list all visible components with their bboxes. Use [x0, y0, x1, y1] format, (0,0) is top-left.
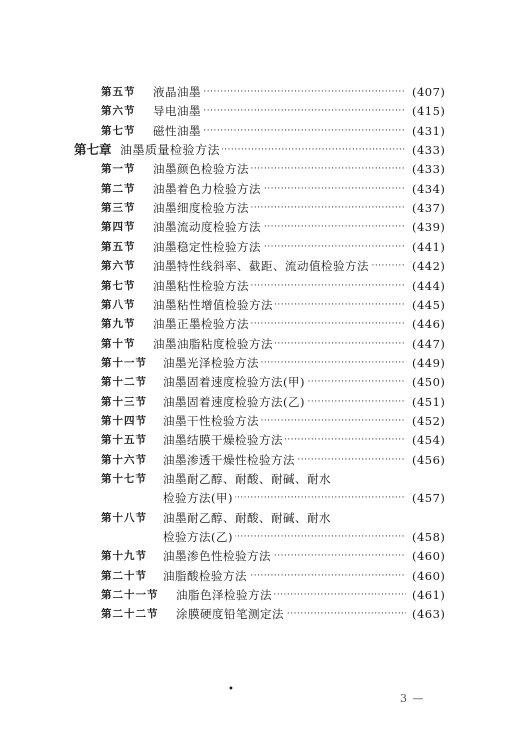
toc-entry-row	[0, 82, 519, 102]
section-label: 第十节	[101, 337, 136, 350]
section-label: 第四节	[101, 221, 136, 234]
page-ref: (451)	[412, 394, 446, 409]
page-ref: (456)	[412, 452, 446, 467]
toc-entry-row	[0, 372, 519, 392]
section-label: 第二十节	[101, 569, 147, 582]
section-label: 第十二节	[101, 376, 147, 389]
section-label: 第七节	[101, 124, 136, 137]
chapter-label: 第七章	[74, 142, 112, 158]
section-label: 第二十一节	[101, 589, 159, 602]
section-title: 油墨着色力检验方法	[153, 179, 263, 199]
section-label: 第十九节	[101, 550, 147, 563]
toc-entry-row	[0, 430, 519, 450]
section-label: 第六节	[101, 260, 136, 273]
toc-entry-row	[0, 295, 519, 315]
section-title: 油墨流动度检验方法	[153, 217, 263, 237]
page-ref: (434)	[412, 181, 446, 196]
section-title: 检验方法(甲)	[163, 488, 235, 508]
page-ref: (442)	[412, 259, 446, 274]
section-title: 液晶油墨	[153, 82, 203, 102]
page-ref: (452)	[412, 413, 446, 428]
section-title: 油墨结膜干燥检验方法	[163, 430, 285, 450]
toc-entry-row	[0, 353, 519, 373]
toc-entry-row	[0, 450, 519, 470]
section-title: 油墨固着速度检验方法(甲)	[163, 372, 307, 392]
section-title: 导电油墨	[153, 101, 203, 121]
toc-entry-row	[0, 179, 519, 199]
section-title: 油脂色泽检验方法	[176, 585, 274, 605]
toc-entry-row	[0, 101, 519, 121]
section-title: 油墨正墨检验方法	[153, 314, 251, 334]
page-ref: (461)	[412, 588, 446, 603]
section-label: 第七节	[101, 279, 136, 292]
toc-entry-row	[0, 585, 519, 605]
page-number: 3 —	[400, 692, 425, 705]
section-title: 油墨干性检验方法	[163, 411, 261, 431]
toc-entry-row	[0, 256, 519, 276]
section-label: 第五节	[101, 86, 136, 98]
toc-entry-row	[0, 334, 519, 354]
section-label: 第十八节	[101, 511, 147, 524]
toc-entry-row	[0, 217, 519, 237]
toc-entry-row	[0, 237, 519, 257]
page-ref: (444)	[412, 278, 446, 293]
toc-entry-row	[0, 566, 519, 586]
section-title: 油墨耐乙醇、耐酸、耐碱、耐水	[163, 508, 333, 528]
section-label: 第十一节	[101, 356, 147, 369]
section-title: 油墨颜色检验方法	[153, 159, 251, 179]
section-label: 第九节	[101, 318, 136, 331]
section-title: 磁性油墨	[153, 121, 203, 141]
page-ref: (431)	[412, 123, 446, 138]
section-title: 油墨渗色性检验方法	[163, 546, 273, 566]
toc-entry-row	[0, 411, 519, 431]
page-ref: (446)	[412, 317, 446, 332]
section-label: 第五节	[101, 240, 136, 253]
page-ref: (458)	[412, 530, 446, 545]
page-ref: (447)	[412, 336, 446, 351]
section-label: 第六节	[101, 105, 136, 118]
page-ref: (445)	[412, 297, 446, 312]
section-title: 油墨光泽检验方法	[163, 353, 261, 373]
page-ref: (463)	[412, 607, 446, 622]
toc-entry-row	[0, 121, 519, 141]
section-label: 第十七节	[101, 473, 147, 485]
section-label: 第十四节	[101, 414, 147, 427]
page-ref: (441)	[412, 239, 446, 254]
toc-entry-row	[0, 527, 519, 547]
toc-entry-row	[0, 314, 519, 334]
page-ref: (454)	[412, 433, 446, 448]
page-ref: (439)	[412, 220, 446, 235]
section-title: 油墨渗透干燥性检验方法	[163, 450, 297, 470]
toc-chapter-row	[0, 140, 519, 160]
page-ref: (407)	[412, 85, 446, 99]
page-ref: (415)	[412, 104, 446, 119]
toc-entry-row	[0, 392, 519, 412]
section-title: 涂膜硬度铅笔测定法	[176, 604, 286, 624]
toc-entry-row	[0, 276, 519, 296]
page-ref: (437)	[412, 201, 446, 216]
toc-entry-row	[0, 198, 519, 218]
page-ref: (433)	[412, 162, 446, 177]
page-ref: (449)	[412, 355, 446, 370]
toc-entry-row	[0, 488, 519, 508]
section-title: 油墨耐乙醇、耐酸、耐碱、耐水	[163, 469, 333, 489]
section-label: 第十三节	[101, 395, 147, 408]
toc-entry-row	[0, 546, 519, 566]
section-label: 第二节	[101, 182, 136, 195]
section-label: 第三节	[101, 202, 136, 215]
page-ref: (460)	[412, 568, 446, 583]
toc-entry-row	[0, 508, 519, 528]
toc-entry-row	[0, 469, 519, 489]
section-title: 油墨油脂粘度检验方法	[153, 334, 275, 354]
section-title: 油墨固着速度检验方法(乙)	[163, 392, 307, 412]
footer-mark: •	[228, 684, 234, 695]
section-title: 油墨特性线斜率、截距、流动值检验方法	[153, 256, 371, 276]
section-title: 油墨粘性增值检验方法	[153, 295, 275, 315]
toc-entry-row	[0, 159, 519, 179]
section-label: 第十五节	[101, 434, 147, 447]
section-label: 第二十二节	[101, 608, 159, 621]
section-label: 第十六节	[101, 453, 147, 466]
chapter-title: 油墨质量检验方法	[120, 140, 222, 160]
section-title: 油墨稳定性检验方法	[153, 237, 263, 257]
page-ref: (433)	[412, 143, 446, 158]
section-label: 第八节	[101, 298, 136, 311]
page-ref: (460)	[412, 549, 446, 564]
page-ref: (457)	[412, 491, 446, 506]
section-title: 检验方法(乙)	[163, 527, 235, 547]
section-title: 油脂酸检验方法	[163, 566, 249, 586]
section-title: 油墨细度检验方法	[153, 198, 251, 218]
toc-entry-row	[0, 604, 519, 624]
page-ref: (450)	[412, 375, 446, 390]
section-title: 油墨粘性检验方法	[153, 276, 251, 296]
section-label: 第一节	[101, 163, 136, 176]
